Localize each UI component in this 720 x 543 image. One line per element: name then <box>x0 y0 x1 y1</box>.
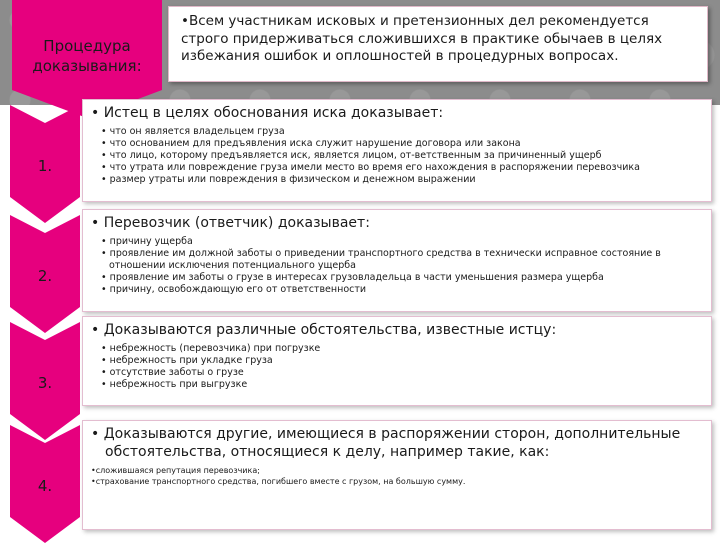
step-3-chevron <box>10 322 80 440</box>
list-item: • что утрата или повреждение груза имели место во время его нахождения в распоряжении перевозчика <box>101 162 640 173</box>
list-item: • что основанием для предъявления иска служит нарушение договора или закона <box>101 138 521 149</box>
list-item: •страхование транспортного средства, погибшего вместе с грузом, на большую сумму. <box>91 477 466 486</box>
list-item: • небрежность (перевозчика) при погрузке <box>101 343 321 354</box>
list-item: • проявление им должной заботы о приведении транспортного средства в технически исправное состояние в отношении исключения потенциального ущерба <box>101 248 661 271</box>
list-item: •сложившаяся репутация перевозчика; <box>91 466 260 475</box>
list-item: • причину, освобождающую его от ответственности <box>101 284 367 295</box>
step-4-list <box>91 465 703 487</box>
list-item: • небрежность при выгрузке <box>101 379 248 390</box>
step-1-number: 1. <box>37 157 53 175</box>
step-1-card <box>82 99 712 202</box>
list-item: • размер утраты или повреждения в физическом и денежном выражении <box>101 174 476 185</box>
step-4-number: 4. <box>37 477 53 495</box>
step-2-card <box>82 209 712 312</box>
list-item: • причину ущерба <box>101 236 193 247</box>
step-3-list <box>91 343 703 391</box>
step-3-card <box>82 316 712 406</box>
step-2-number: 2. <box>37 267 53 285</box>
list-item: • что он является владельцем груза <box>101 126 285 137</box>
step-4-card <box>82 420 712 530</box>
list-item: • отсутствие заботы о грузе <box>101 367 244 378</box>
intro-note: •Всем участникам исковых и претензионных дел рекомендуется строго придерживаться сложившихся в практике обычаев в целях избежания ошибок и оплошностей в процедурных вопросах. <box>168 6 708 82</box>
list-item: • что лицо, которому предъявляется иск, является лицом, от-ветственным за причиненный ущерб <box>101 150 602 161</box>
step-4-chevron <box>10 425 80 543</box>
step-3-heading: • Доказываются различные обстоятельства, известные истцу: <box>91 322 557 338</box>
list-item: • небрежность при укладке груза <box>101 355 273 366</box>
step-3-number: 3. <box>37 374 53 392</box>
step-2-list <box>91 236 703 296</box>
step-1-heading: • Истец в целях обоснования иска доказывает: <box>91 105 444 121</box>
step-2-heading: • Перевозчик (ответчик) доказывает: <box>91 215 370 231</box>
step-1-chevron <box>10 105 80 223</box>
list-item: • проявление им заботы о грузе в интересах грузовладельца в части уменьшения размера ущерба <box>101 272 604 283</box>
step-2-chevron <box>10 215 80 333</box>
procedure-label: Процедура доказывания: <box>32 37 142 75</box>
step-4-heading: • Доказываются другие, имеющиеся в распоряжении сторон, дополнительные обстоятельства, относящиеся к делу, например такие, как: <box>91 426 681 460</box>
step-1-list <box>91 126 703 186</box>
